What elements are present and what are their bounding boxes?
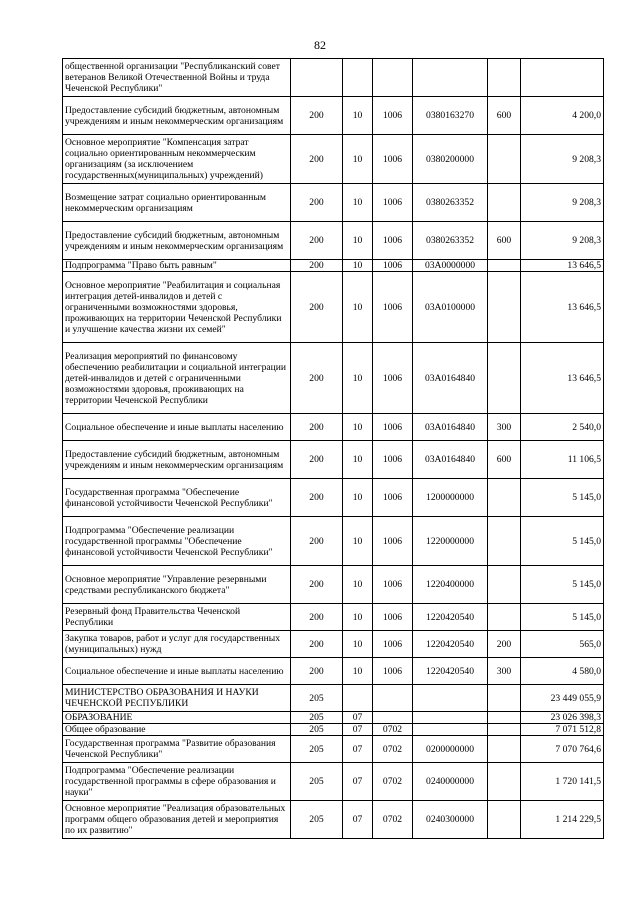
row-department-code: 200	[291, 135, 343, 184]
row-expense-type-code	[488, 736, 521, 763]
row-description: Подпрограмма "Право быть равным"	[63, 260, 291, 272]
row-amount: 4 200,0	[521, 97, 604, 135]
row-section-code: 10	[343, 222, 373, 260]
row-department-code: 200	[291, 631, 343, 658]
row-subsection-code: 1006	[373, 272, 413, 343]
row-section-code: 10	[343, 272, 373, 343]
row-description: Предоставление субсидий бюджетным, автономным учреждениям и иным некоммерческим организациям	[63, 222, 291, 260]
table-row	[63, 631, 604, 658]
table-row	[63, 184, 604, 222]
row-expense-type-code	[488, 272, 521, 343]
row-target-article-code: 1220420540	[413, 604, 488, 631]
row-target-article-code	[413, 724, 488, 736]
row-description: МИНИСТЕРСТВО ОБРАЗОВАНИЯ И НАУКИ ЧЕЧЕНСКОЙ РЕСПУБЛИКИ	[63, 685, 291, 712]
row-target-article-code: 1220420540	[413, 658, 488, 685]
row-description: Реализация мероприятий по финансовому обеспечению реабилитации и социальной интеграции детей-инвалидов и детей с ограниченными возможностями здоровья, проживающих на территории Чеченской Республики	[63, 343, 291, 414]
row-target-article-code: 1220420540	[413, 631, 488, 658]
row-amount: 5 145,0	[521, 479, 604, 517]
row-amount: 7 070 764,6	[521, 736, 604, 763]
row-department-code	[291, 59, 343, 97]
row-section-code: 10	[343, 184, 373, 222]
row-expense-type-code	[488, 260, 521, 272]
table-row	[63, 763, 604, 801]
row-section-code: 10	[343, 566, 373, 604]
row-department-code: 200	[291, 658, 343, 685]
row-section-code: 10	[343, 260, 373, 272]
row-section-code: 10	[343, 479, 373, 517]
row-subsection-code: 0702	[373, 801, 413, 839]
row-subsection-code: 1006	[373, 97, 413, 135]
row-description: Основное мероприятие "Управление резервными средствами республиканского бюджета"	[63, 566, 291, 604]
row-description: Подпрограмма "Обеспечение реализации государственной программы в сфере образования и науки"	[63, 763, 291, 801]
row-subsection-code: 1006	[373, 184, 413, 222]
budget-table	[62, 58, 604, 839]
row-section-code: 07	[343, 724, 373, 736]
row-section-code: 10	[343, 441, 373, 479]
row-amount: 2 540,0	[521, 414, 604, 441]
table-row	[63, 712, 604, 724]
table-row	[63, 685, 604, 712]
row-description: Резервный фонд Правительства Чеченской Республики	[63, 604, 291, 631]
row-target-article-code	[413, 59, 488, 97]
row-subsection-code: 1006	[373, 566, 413, 604]
row-subsection-code: 1006	[373, 658, 413, 685]
row-department-code: 200	[291, 222, 343, 260]
row-amount: 4 580,0	[521, 658, 604, 685]
row-target-article-code: 03А0164840	[413, 414, 488, 441]
row-description: Основное мероприятие "Компенсация затрат социально ориентированным некоммерческим организациям (за исключением государственных(муниципальных) учреждений)	[63, 135, 291, 184]
row-target-article-code: 0380163270	[413, 97, 488, 135]
row-description: Предоставление субсидий бюджетным, автономным учреждениям и иным некоммерческим организациям	[63, 441, 291, 479]
row-expense-type-code	[488, 135, 521, 184]
row-description: общественной организации "Республиканский совет ветеранов Великой Отечественной Войны и труда Чеченской Республики"	[63, 59, 291, 97]
row-amount: 5 145,0	[521, 604, 604, 631]
row-expense-type-code	[488, 801, 521, 839]
row-expense-type-code	[488, 712, 521, 724]
row-amount: 1 214 229,5	[521, 801, 604, 839]
row-subsection-code: 1006	[373, 631, 413, 658]
row-department-code: 200	[291, 414, 343, 441]
row-description: Подпрограмма "Обеспечение реализации государственной программы "Обеспечение финансовой устойчивости Чеченской Республики"	[63, 517, 291, 566]
row-expense-type-code	[488, 724, 521, 736]
row-amount: 9 208,3	[521, 184, 604, 222]
row-section-code: 10	[343, 631, 373, 658]
row-department-code: 205	[291, 712, 343, 724]
row-description: Общее образование	[63, 724, 291, 736]
table-row	[63, 97, 604, 135]
row-section-code: 10	[343, 517, 373, 566]
row-target-article-code: 0240000000	[413, 763, 488, 801]
table-row	[63, 604, 604, 631]
row-target-article-code: 1220000000	[413, 517, 488, 566]
page-number: 82	[314, 38, 326, 52]
row-section-code: 10	[343, 414, 373, 441]
table-row	[63, 260, 604, 272]
row-description: ОБРАЗОВАНИЕ	[63, 712, 291, 724]
row-department-code: 200	[291, 604, 343, 631]
table-row	[63, 414, 604, 441]
row-target-article-code: 0240300000	[413, 801, 488, 839]
row-amount: 9 208,3	[521, 222, 604, 260]
table-row	[63, 479, 604, 517]
row-expense-type-code: 300	[488, 658, 521, 685]
row-amount	[521, 59, 604, 97]
row-description: Социальное обеспечение и иные выплаты населению	[63, 658, 291, 685]
row-amount: 565,0	[521, 631, 604, 658]
row-expense-type-code	[488, 184, 521, 222]
row-subsection-code: 1006	[373, 517, 413, 566]
table-row	[63, 736, 604, 763]
row-department-code: 200	[291, 343, 343, 414]
row-section-code: 07	[343, 712, 373, 724]
row-department-code: 200	[291, 479, 343, 517]
table-row	[63, 59, 604, 97]
row-department-code: 205	[291, 801, 343, 839]
row-subsection-code: 1006	[373, 604, 413, 631]
row-subsection-code: 1006	[373, 343, 413, 414]
row-description: Государственная программа "Развитие образования Чеченской Республики"	[63, 736, 291, 763]
row-amount: 1 720 141,5	[521, 763, 604, 801]
table-row	[63, 441, 604, 479]
row-subsection-code: 1006	[373, 414, 413, 441]
table-row	[63, 801, 604, 839]
row-target-article-code: 03А0164840	[413, 441, 488, 479]
row-expense-type-code	[488, 685, 521, 712]
row-expense-type-code: 600	[488, 222, 521, 260]
row-target-article-code	[413, 685, 488, 712]
row-expense-type-code: 300	[488, 414, 521, 441]
row-description: Закупка товаров, работ и услуг для государственных (муниципальных) нужд	[63, 631, 291, 658]
budget-table-body	[63, 59, 604, 839]
row-subsection-code	[373, 685, 413, 712]
row-section-code: 10	[343, 343, 373, 414]
row-target-article-code	[413, 712, 488, 724]
row-target-article-code: 1200000000	[413, 479, 488, 517]
row-subsection-code: 1006	[373, 260, 413, 272]
table-row	[63, 343, 604, 414]
row-target-article-code: 0380263352	[413, 184, 488, 222]
row-target-article-code: 0380200000	[413, 135, 488, 184]
row-expense-type-code: 600	[488, 97, 521, 135]
row-amount: 13 646,5	[521, 260, 604, 272]
row-section-code: 10	[343, 604, 373, 631]
row-subsection-code: 0702	[373, 724, 413, 736]
row-target-article-code: 03А0000000	[413, 260, 488, 272]
row-subsection-code: 1006	[373, 222, 413, 260]
row-section-code	[343, 685, 373, 712]
row-department-code: 205	[291, 736, 343, 763]
row-description: Предоставление субсидий бюджетным, автономным учреждениям и иным некоммерческим организациям	[63, 97, 291, 135]
table-row	[63, 566, 604, 604]
row-expense-type-code: 200	[488, 631, 521, 658]
row-department-code: 200	[291, 566, 343, 604]
row-amount: 9 208,3	[521, 135, 604, 184]
row-section-code: 10	[343, 97, 373, 135]
row-section-code: 07	[343, 736, 373, 763]
row-expense-type-code	[488, 479, 521, 517]
row-department-code: 205	[291, 763, 343, 801]
row-amount: 5 145,0	[521, 566, 604, 604]
row-department-code: 200	[291, 272, 343, 343]
row-subsection-code: 1006	[373, 135, 413, 184]
row-description: Социальное обеспечение и иные выплаты населению	[63, 414, 291, 441]
row-target-article-code: 03А0100000	[413, 272, 488, 343]
row-amount: 23 449 055,9	[521, 685, 604, 712]
table-row	[63, 272, 604, 343]
row-expense-type-code	[488, 59, 521, 97]
row-department-code: 200	[291, 441, 343, 479]
table-row	[63, 517, 604, 566]
row-amount: 13 646,5	[521, 272, 604, 343]
table-row	[63, 658, 604, 685]
row-description: Государственная программа "Обеспечение финансовой устойчивости Чеченской Республики"	[63, 479, 291, 517]
table-row	[63, 222, 604, 260]
row-description: Возмещение затрат социально ориентированным некоммерческим организациям	[63, 184, 291, 222]
row-expense-type-code	[488, 604, 521, 631]
row-department-code: 205	[291, 685, 343, 712]
row-section-code	[343, 59, 373, 97]
table-row	[63, 135, 604, 184]
row-target-article-code: 0200000000	[413, 736, 488, 763]
row-expense-type-code	[488, 566, 521, 604]
row-expense-type-code	[488, 343, 521, 414]
row-amount: 5 145,0	[521, 517, 604, 566]
row-department-code: 200	[291, 184, 343, 222]
row-subsection-code	[373, 59, 413, 97]
row-amount: 13 646,5	[521, 343, 604, 414]
row-expense-type-code	[488, 763, 521, 801]
row-expense-type-code: 600	[488, 441, 521, 479]
row-amount: 11 106,5	[521, 441, 604, 479]
row-department-code: 200	[291, 517, 343, 566]
row-section-code: 10	[343, 135, 373, 184]
row-department-code: 200	[291, 97, 343, 135]
row-department-code: 200	[291, 260, 343, 272]
row-target-article-code: 0380263352	[413, 222, 488, 260]
row-section-code: 10	[343, 658, 373, 685]
row-target-article-code: 1220400000	[413, 566, 488, 604]
row-expense-type-code	[488, 517, 521, 566]
row-section-code: 07	[343, 801, 373, 839]
table-row	[63, 724, 604, 736]
row-subsection-code: 0702	[373, 763, 413, 801]
row-subsection-code: 1006	[373, 441, 413, 479]
row-section-code: 07	[343, 763, 373, 801]
row-department-code: 205	[291, 724, 343, 736]
row-subsection-code	[373, 712, 413, 724]
row-amount: 7 071 512,8	[521, 724, 604, 736]
row-description: Основное мероприятие "Реабилитация и социальная интеграция детей-инвалидов и детей с ограниченными возможностями здоровья, проживающих на территории Чеченской Республики и улучшение качества жизни их семей"	[63, 272, 291, 343]
row-target-article-code: 03А0164840	[413, 343, 488, 414]
row-amount: 23 026 398,3	[521, 712, 604, 724]
row-description: Основное мероприятие "Реализация образовательных программ общего образования детей и мероприятия по их развитию"	[63, 801, 291, 839]
row-subsection-code: 0702	[373, 736, 413, 763]
row-subsection-code: 1006	[373, 479, 413, 517]
